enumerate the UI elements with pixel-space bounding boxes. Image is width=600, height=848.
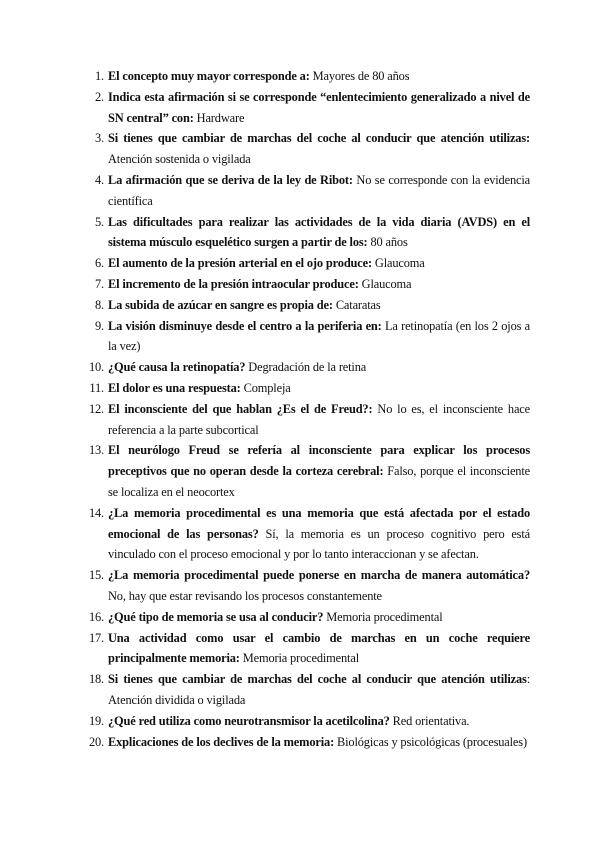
- question-text: ¿La memoria procedimental es una memoria que está afectada por el estado emocional de las personas?: [108, 505, 530, 541]
- list-item: [84, 503, 530, 565]
- question-text: El dolor es una respuesta:: [108, 380, 241, 395]
- answer-text: : Atención dividida o vigilada: [108, 672, 530, 707]
- question-text: La subida de azúcar en sangre es propia de:: [108, 297, 333, 312]
- list-item: [84, 711, 530, 732]
- list-item: [84, 440, 530, 502]
- item-number: 19.: [88, 713, 104, 728]
- question-text: Las dificultades para realizar las actividades de la vida diaria (AVDS) en el sistema músculo esquelético surgen a partir de los:: [108, 214, 530, 250]
- question-text: ¿Qué red utiliza como neurotransmisor la acetilcolina?: [108, 713, 390, 728]
- answer-text: Glaucoma: [371, 256, 425, 271]
- answer-text: La retinopatía (en los 2 ojos a la vez): [108, 318, 530, 354]
- answer-text: Biológicas y psicológicas (procesuales): [334, 734, 527, 749]
- list-item: [84, 295, 530, 316]
- answer-text: Red orientativa.: [389, 713, 470, 728]
- question-text: La afirmación que se deriva de la ley de Ribot:: [108, 172, 353, 187]
- answer-text: Mayores de 80 años: [309, 69, 410, 83]
- item-number: 16.: [88, 609, 104, 624]
- answer-text: No se corresponde con la evidencia científica: [108, 172, 530, 208]
- item-number: 5.: [95, 214, 104, 229]
- list-item: [84, 628, 530, 670]
- list-item: [84, 253, 530, 274]
- item-number: 10.: [88, 360, 104, 375]
- answer-text: Degradación de la retina: [245, 360, 367, 375]
- item-number: 7.: [95, 276, 104, 291]
- question-text: Si tienes que cambiar de marchas del coche al conducir que atención utilizas: [108, 672, 527, 687]
- answer-text: Atención sostenida o vigilada: [108, 152, 251, 167]
- list-item: [84, 170, 530, 212]
- question-text: Si tienes que cambiar de marchas del coche al conducir que atención utilizas:: [108, 131, 530, 146]
- list-item: [84, 87, 530, 129]
- answer-text: Memoria procedimental: [323, 609, 443, 624]
- item-number: 14.: [88, 505, 104, 520]
- item-number: 15.: [88, 568, 104, 583]
- item-number: 11.: [89, 380, 104, 395]
- answer-text: Falso, porque el inconsciente se localiza en el neocortex: [108, 464, 530, 499]
- list-item: [84, 212, 530, 254]
- item-number: 4.: [95, 172, 104, 187]
- list-item: [84, 316, 530, 358]
- answer-text: Hardware: [193, 110, 245, 125]
- question-text: El aumento de la presión arterial en el ojo produce:: [108, 256, 372, 271]
- list-item: [84, 274, 530, 295]
- list-item: [84, 607, 530, 628]
- answer-text: 80 años: [367, 235, 408, 250]
- item-number: 20.: [88, 734, 104, 749]
- item-number: 6.: [95, 256, 104, 271]
- item-number: 12.: [88, 401, 104, 416]
- item-number: 9.: [95, 318, 104, 333]
- answer-text: No, hay que estar revisando los procesos constantemente: [108, 588, 382, 603]
- item-number: 3.: [95, 131, 104, 146]
- answer-text: Cataratas: [332, 297, 381, 312]
- item-number: 17.: [88, 630, 104, 645]
- question-text: ¿Qué tipo de memoria se usa al conducir?: [108, 609, 324, 624]
- answer-text: Sí, la memoria es un proceso cognitivo pero está vinculado con el proceso emocional y por lo tanto interaccionan y se afectan.: [108, 526, 530, 562]
- item-number: 2.: [95, 89, 104, 104]
- question-text: Explicaciones de los declives de la memoria:: [108, 734, 335, 749]
- question-text: El concepto muy mayor corresponde a:: [108, 69, 310, 83]
- answer-text: Glaucoma: [358, 276, 412, 291]
- question-text: La visión disminuye desde el centro a la periferia en:: [108, 318, 382, 333]
- list-item: [84, 399, 530, 441]
- item-number: 8.: [95, 297, 104, 312]
- list-item: [84, 357, 530, 378]
- list-item: [84, 66, 530, 87]
- question-text: El incremento de la presión intraocular produce:: [108, 276, 359, 291]
- item-number: 1.: [95, 69, 104, 83]
- item-number: 18.: [88, 672, 104, 687]
- list-item: [84, 128, 530, 170]
- question-text: ¿Qué causa la retinopatía?: [108, 360, 246, 375]
- question-text: Indica esta afirmación si se corresponde “enlentecimiento generalizado a nivel de SN central” con:: [108, 89, 530, 125]
- list-item: [84, 378, 530, 399]
- question-text: Una actividad como usar el cambio de marchas en un coche requiere principalmente memoria:: [108, 630, 530, 666]
- item-number: 13.: [88, 443, 104, 458]
- list-item: [84, 669, 530, 711]
- answer-text: Memoria procedimental: [239, 651, 359, 666]
- list-item: [84, 732, 530, 753]
- question-text: El inconsciente del que hablan ¿Es el de Freud?:: [108, 401, 373, 416]
- answer-text: No lo es, el inconsciente hace referencia a la parte subcortical: [108, 401, 531, 437]
- question-text: ¿La memoria procedimental puede ponerse en marcha de manera automática?: [108, 568, 530, 583]
- answer-text: Compleja: [240, 380, 291, 395]
- question-text: El neurólogo Freud se refería al inconsciente para explicar los procesos preceptivos que no operan desde la corteza cerebral:: [108, 443, 530, 479]
- list-item: [84, 565, 530, 607]
- question-list: [84, 66, 530, 752]
